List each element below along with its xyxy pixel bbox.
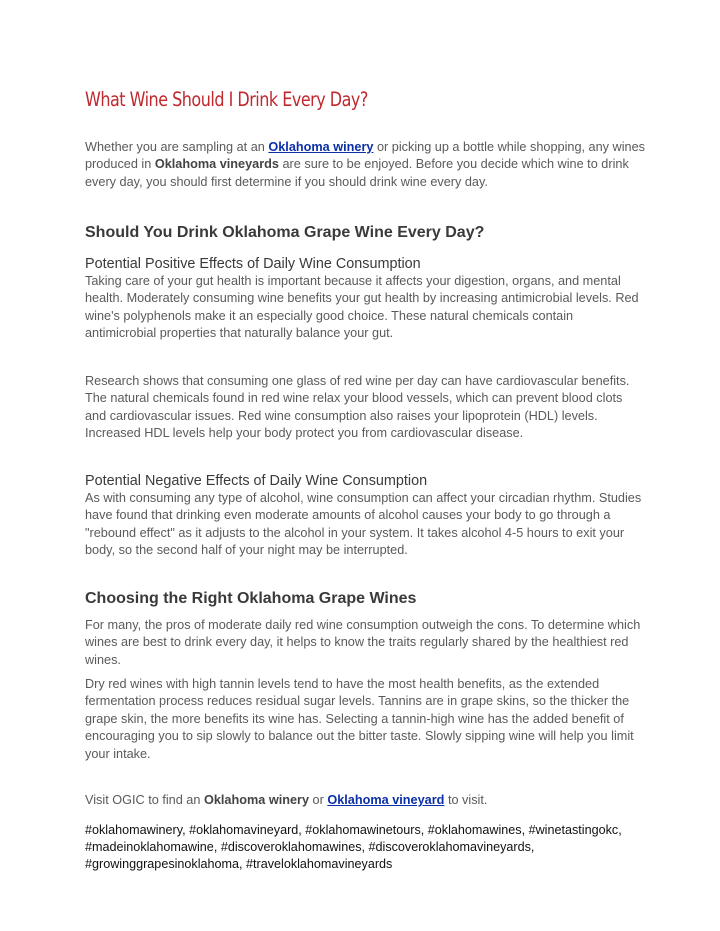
oklahoma-vineyard-link[interactable]: Oklahoma vineyard [327, 793, 445, 807]
circadian-paragraph: As with consuming any type of alcohol, wine consumption can affect your circadian rhythm. Studies have found that drinking even moderate amounts of alcohol causes your body to go through a "rebound effect" as it adjusts to the alcohol in your system. It takes alcohol 4-5 hours to exit your body, so the second half of your night may be interrupted. [85, 491, 642, 558]
cta-text-3: to visit. [444, 793, 488, 807]
intro-paragraph [85, 139, 645, 191]
gut-health-paragraph: Taking care of your gut health is important because it affects your digestion, organs, and mental health. Moderately consuming wine benefits your gut health by increasing antimicrobial levels. Red wine's polyphenols make it an especially good choice. These natural chemicals contain antimicrobial properties that naturally balance your gut. [85, 274, 639, 341]
hashtags [85, 822, 645, 873]
cardiovascular-paragraph: Research shows that consuming one glass of red wine per day can have cardiovascular benefits. The natural chemicals found in red wine relax your blood vessels, which can prevent blood clots and cardiovascular issues. Red wine consumption also raises your lipoprotein (HDL) levels. Increased HDL levels help your body protect you from cardiovascular disease. [85, 374, 630, 441]
intro-text-1: Whether you are sampling at an [85, 140, 269, 154]
tannin-paragraph: Dry red wines with high tannin levels tend to have the most health benefits, as the extended fermentation process reduces residual sugar levels. Tannins are in grape skins, so the thicker the grape skin, the more benefits its wine has. Selecting a tannin-high wine has the added benefit of encouraging you to sip slowly to balance out the bitter taste. Slowly sipping wine will help you limit your intake. [85, 677, 634, 761]
pros-paragraph: For many, the pros of moderate daily red wine consumption outweigh the cons. To determine which wines are best to drink every day, it helps to know the traits regularly shared by the healthiest red wines. [85, 618, 641, 667]
intro-text-2: or picking up a bottle while shopping, any wines produced in [85, 140, 645, 172]
hashtag-line: #growinggrapesinoklahoma, #traveloklahomavineyards [85, 857, 393, 871]
hashtag-line: #oklahomawinery, #oklahomavineyard, #oklahomawinetours, #oklahomawines, #winetastingokc, [85, 823, 622, 837]
cta-paragraph [85, 792, 645, 809]
section-heading-choosing: Choosing the Right Oklahoma Grape Wines [85, 590, 417, 607]
cta-text-2: or [309, 793, 328, 807]
cta-winery-bold: Oklahoma winery [203, 793, 310, 807]
page-title: What Wine Should I Drink Every Day? [85, 88, 368, 111]
section-heading-daily: Should You Drink Oklahoma Grape Wine Every Day? [85, 224, 485, 241]
positive-effects-heading: Potential Positive Effects of Daily Wine Consumption [85, 256, 421, 272]
oklahoma-winery-link[interactable]: Oklahoma winery [268, 140, 374, 154]
cta-text-1: Visit OGIC to find an [85, 793, 204, 807]
negative-effects-heading: Potential Negative Effects of Daily Wine Consumption [85, 473, 428, 489]
intro-text-3: are sure to be enjoyed. Before you decide which wine to drink every day, you should first determine if you should drink wine every day. [85, 157, 629, 189]
oklahoma-vineyards-bold: Oklahoma vineyards [154, 157, 279, 172]
hashtag-line: #madeinoklahomawine, #discoveroklahomawines, #discoveroklahomavineyards, [85, 840, 535, 854]
